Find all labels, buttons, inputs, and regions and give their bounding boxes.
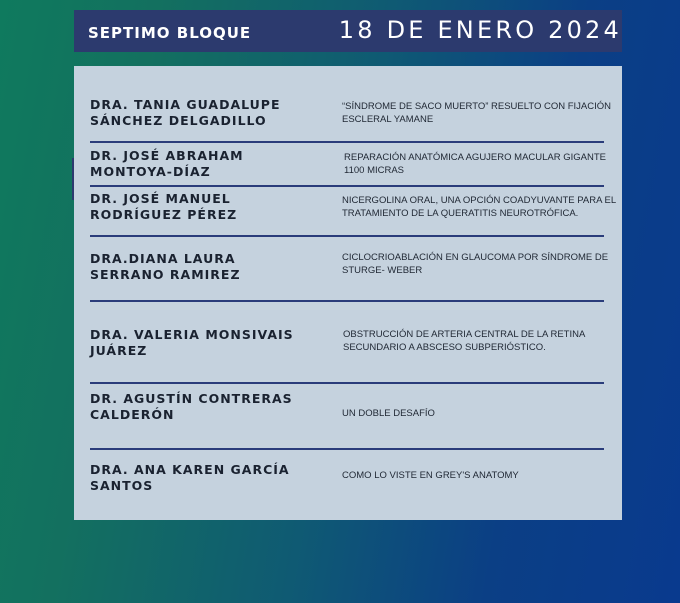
talk-title: UN DOBLE DESAFÍO xyxy=(342,408,435,419)
speakers-panel xyxy=(74,66,622,520)
talk-title: REPARACIÓN ANATÓMICA AGUJERO MACULAR GIGANTE 1100 MICRAS xyxy=(344,152,606,176)
speaker-name: DR. JOSÉ MANUEL RODRÍGUEZ PÉREZ xyxy=(90,191,238,222)
session-header xyxy=(74,10,622,52)
block-label: SEPTIMO BLOQUE xyxy=(88,24,252,42)
talk-title: NICERGOLINA ORAL, UNA OPCIÓN COADYUVANTE PARA EL TRATAMIENTO DE LA QUERATITIS NEUROTRÓFICA. xyxy=(342,195,616,219)
talk-title: OBSTRUCCIÓN DE ARTERIA CENTRAL DE LA RETINA SECUNDARIO A ABSCESO SUBPERIÓSTICO. xyxy=(343,329,585,353)
talk-title: “SÍNDROME DE SACO MUERTO” RESUELTO CON FIJACIÓN ESCLERAL YAMANE xyxy=(342,101,612,125)
speaker-name: DR. JOSÉ ABRAHAM MONTOYA-DÍAZ xyxy=(90,148,244,179)
row-divider xyxy=(90,141,604,143)
speaker-name: DRA. VALERIA MONSIVAIS JUÁREZ xyxy=(90,327,294,358)
talk-title: CICLOCRIOABLACIÓN EN GLAUCOMA POR SÍNDROME DE STURGE- WEBER xyxy=(342,252,609,276)
speaker-name: DRA.DIANA LAURA SERRANO RAMIREZ xyxy=(90,251,241,282)
row-divider xyxy=(90,235,604,237)
speaker-name: DRA. TANIA GUADALUPE SÁNCHEZ DELGADILLO xyxy=(90,97,281,128)
session-date: 18 DE ENERO 2024 xyxy=(338,16,622,44)
speaker-name: DRA. ANA KAREN GARCÍA SANTOS xyxy=(90,462,290,493)
row-divider xyxy=(90,382,604,384)
speaker-name: DR. AGUSTÍN CONTRERAS CALDERÓN xyxy=(90,391,293,422)
row-divider xyxy=(90,185,604,187)
row-divider xyxy=(90,448,604,450)
row-divider xyxy=(90,300,604,302)
talk-title: COMO LO VISTE EN GREY'S ANATOMY xyxy=(342,470,519,481)
